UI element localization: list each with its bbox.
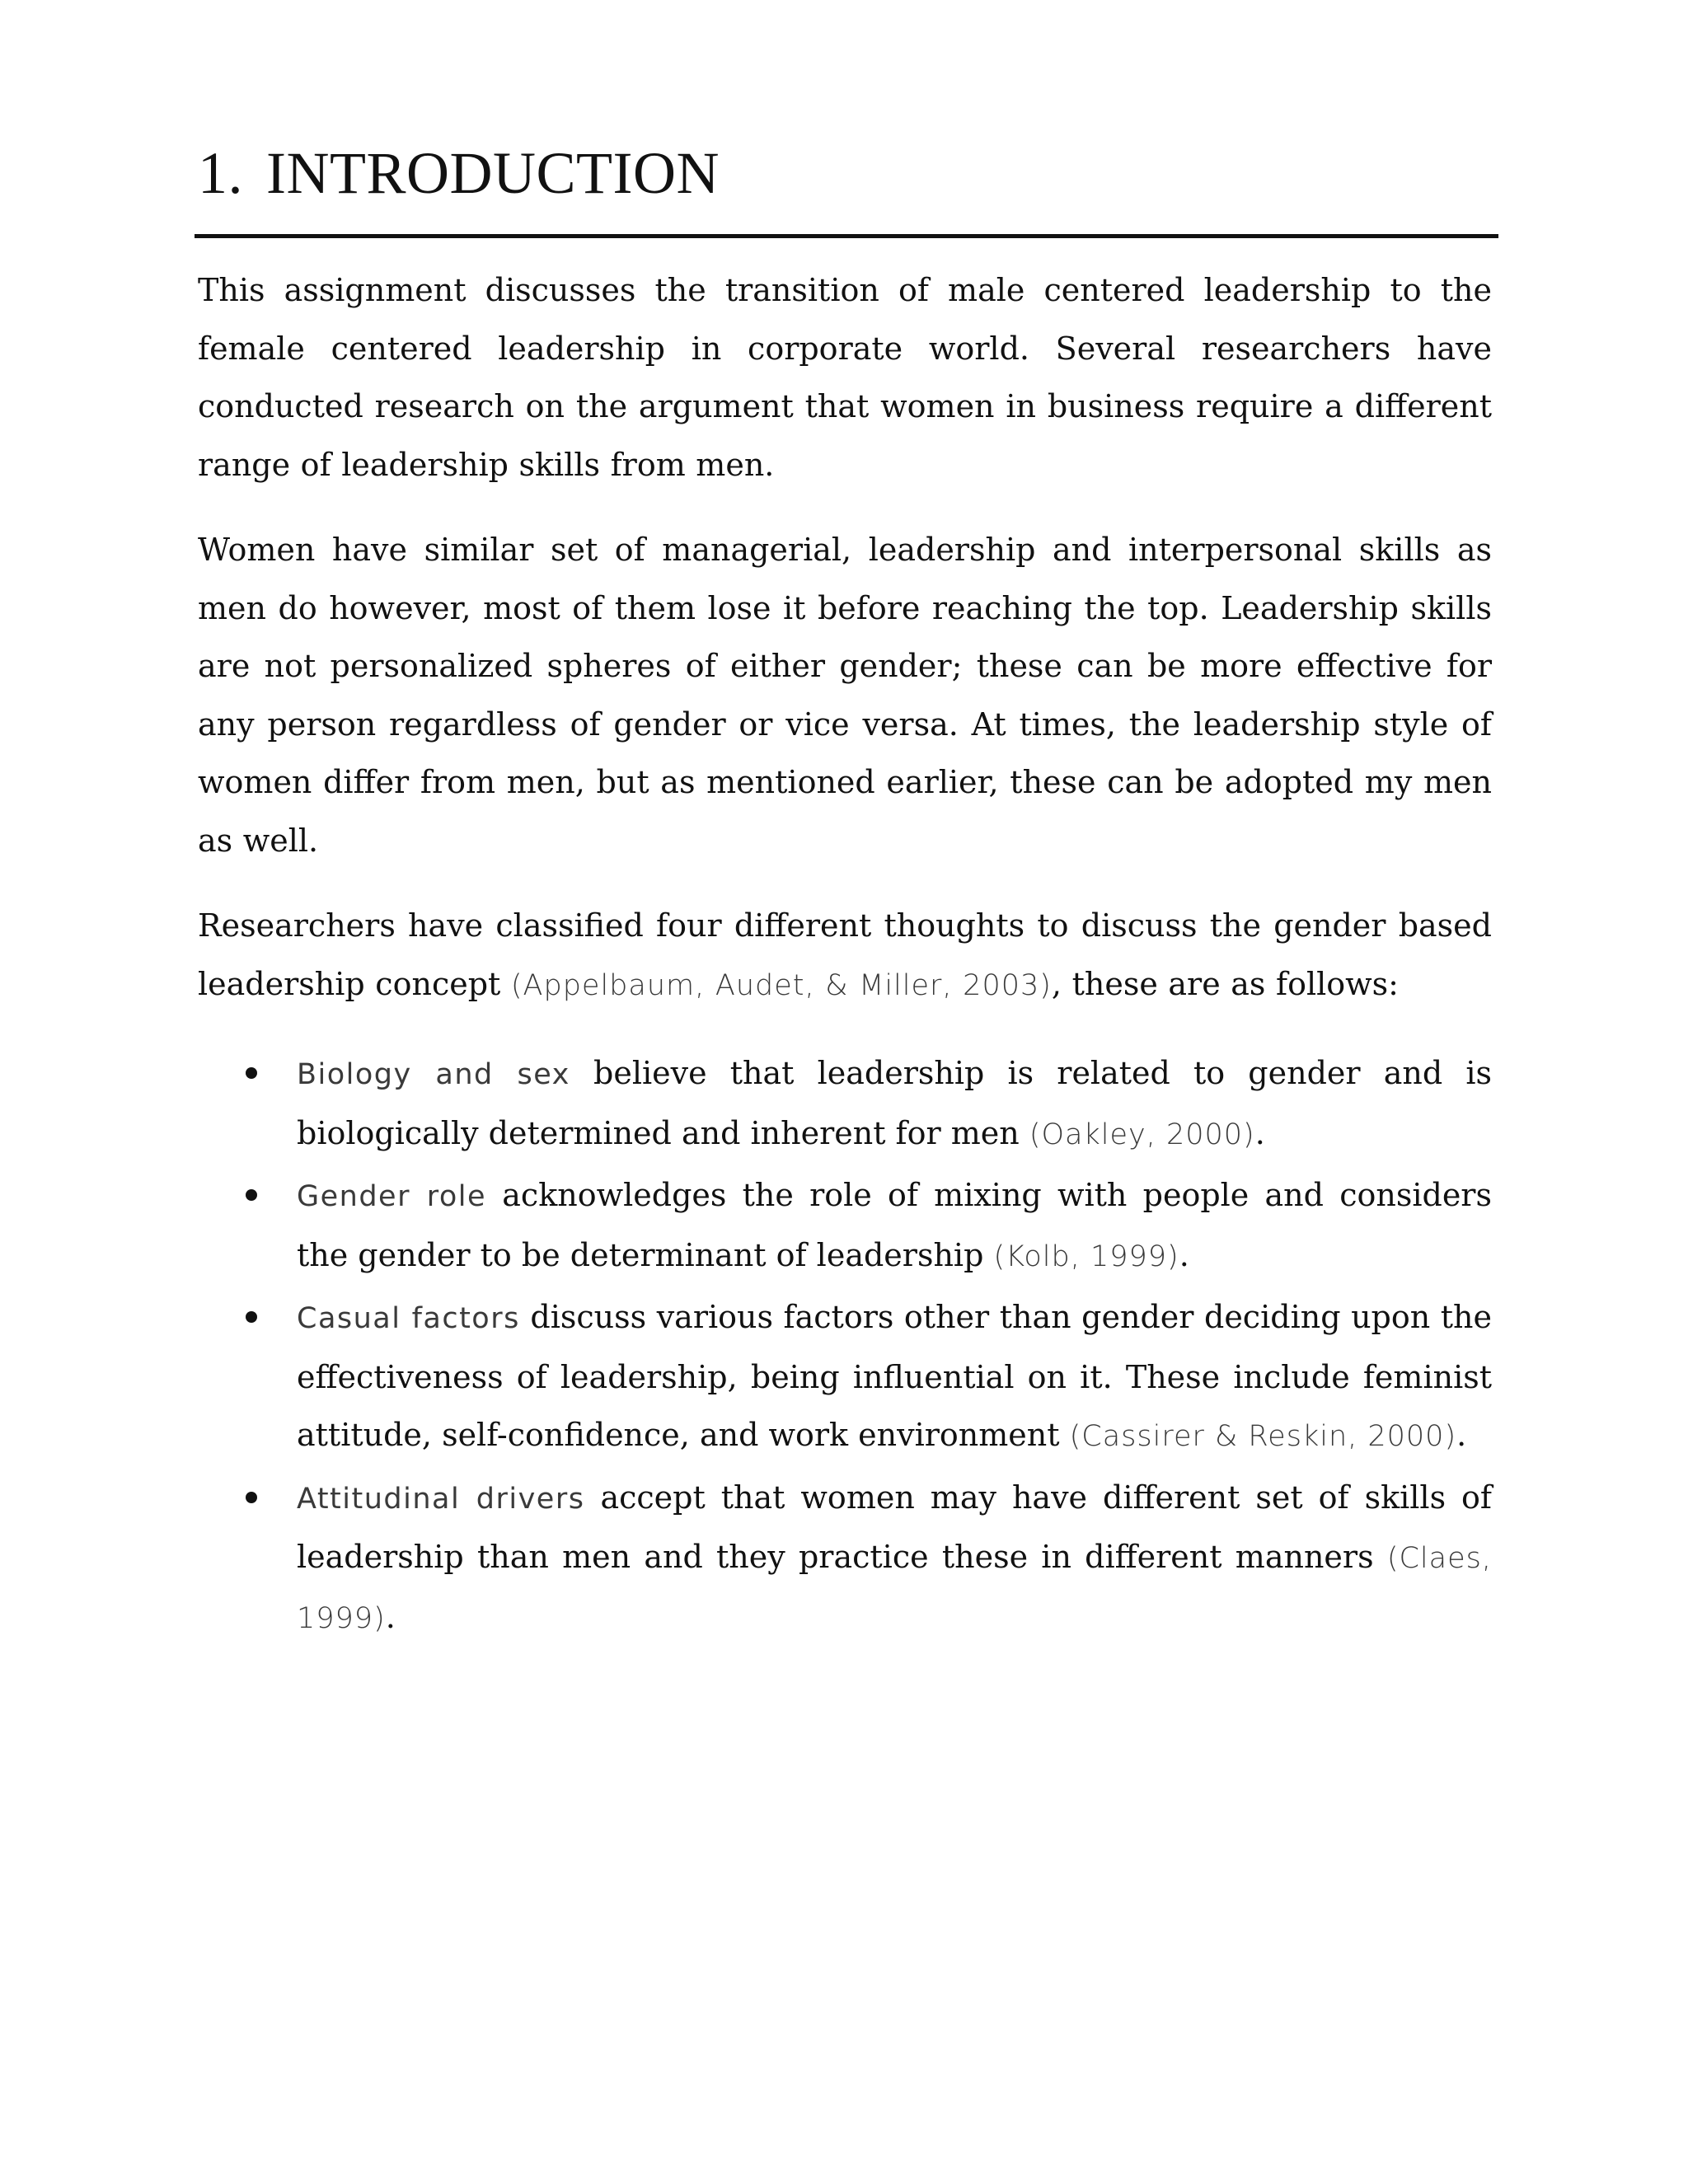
section-heading [198, 134, 1492, 213]
heading-divider [195, 234, 1498, 238]
list-item-text: acknowledges the role of mixing with people and considers the gender to be determinant of leadership [297, 1177, 1492, 1273]
citation: (Claes, 1999) [297, 1542, 1492, 1635]
list-item-term: Gender role [297, 1180, 487, 1213]
list-item-term: Casual factors [297, 1302, 520, 1335]
section-number: 1. [198, 140, 243, 206]
bullet-icon [246, 1492, 257, 1503]
citation: (Appelbaum, Audet, & Miller, 2003) [510, 968, 1052, 1002]
list-item-end: . [1254, 1114, 1265, 1151]
list-item-text: accept that women may have different set of skills of leadership than men and they practice these in different manners [297, 1479, 1493, 1575]
paragraph-3-text: Researchers have classified four different thoughts to discuss the gender based leadership concept [198, 907, 1492, 1002]
citation: (Cassirer & Reskin, 2000) [1069, 1420, 1457, 1453]
list-item-text: discuss various factors other than gender deciding upon the effectiveness of leadership, being influential on it. These include feminist attitude, self-confidence, and work environment [297, 1299, 1493, 1453]
list-item-text: believe that leadership is related to gender and is biologically determined and inherent for men [297, 1055, 1492, 1151]
bullet-icon [246, 1189, 257, 1201]
paragraph-3-end: , these are as follows: [1051, 965, 1399, 1002]
list-item-end: . [385, 1598, 396, 1635]
citation: (Kolb, 1999) [993, 1240, 1179, 1273]
list-item [198, 1044, 1492, 1164]
paragraph-1: This assignment discusses the transition of male centered leadership to the female centered leadership in corporate world. Several researchers have conducted research on the argument that women in business require a different range of leadership skills from men. [198, 272, 1492, 483]
list-item-term: Attitudinal drivers [297, 1482, 585, 1516]
paragraph-2: Women have similar set of managerial, leadership and interpersonal skills as men do however, most of them lose it before reaching the top. Leadership skills are not personalized spheres of either gender; these can be more effective for any person regardless of gender or vice versa. At times, the leadership style of women differ from men, but as mentioned earlier, these can be adopted my men as well. [198, 532, 1492, 859]
bullet-icon [246, 1311, 257, 1323]
list-item [198, 1469, 1492, 1648]
thoughts-list [198, 1044, 1492, 1647]
section-title: INTRODUCTION [266, 140, 720, 206]
bullet-icon [246, 1067, 257, 1079]
list-item [198, 1166, 1492, 1286]
citation: (Oakley, 2000) [1029, 1118, 1255, 1151]
list-item [198, 1288, 1492, 1466]
list-item-end: . [1179, 1236, 1189, 1273]
list-item-term: Biology and sex [297, 1058, 570, 1091]
paragraph-3 [198, 897, 1492, 1015]
list-item-end: . [1456, 1417, 1467, 1453]
document-body [198, 134, 1492, 1650]
